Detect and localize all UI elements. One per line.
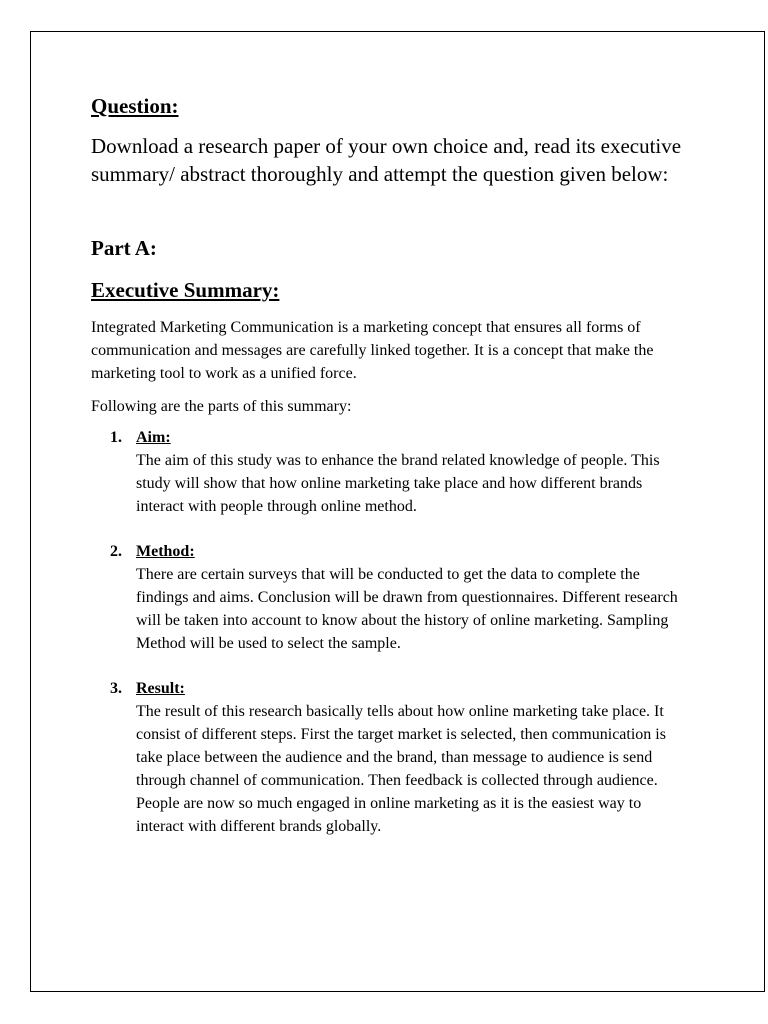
list-item-number: 1.	[110, 429, 122, 446]
list-item-title: Aim:	[136, 429, 171, 446]
question-text: Download a research paper of your own choice and, read its executive summary/ abstract thoroughly and attempt the question given below:	[91, 134, 682, 186]
part-a-heading: Part A:	[91, 236, 157, 260]
list-item-body: The result of this research basically tells about how online marketing take place. It consist of different steps. First the target market is selected, then communication is take place between the audience and the brand, than message to audience is send through channel of communication. Then feedback is collected through audience. People are now so much engaged in online marketing as it is the easiest way to interact with different brands globally.	[136, 703, 666, 835]
list-item-body: The aim of this study was to enhance the brand related knowledge of people. This study will show that how online marketing take place and how different brands interact with people through online method.	[136, 452, 660, 515]
list-item-title: Method:	[136, 543, 195, 560]
document-content	[91, 92, 691, 838]
list-item-aim	[91, 426, 691, 518]
summary-intro-paragraph: Integrated Marketing Communication is a marketing concept that ensures all forms of communication and messages are carefully linked together. It is a concept that make the marketing tool to work as a unified force.	[91, 319, 654, 382]
list-item-number: 3.	[110, 680, 122, 697]
list-item-result	[91, 677, 691, 838]
executive-summary-heading: Executive Summary:	[91, 278, 280, 302]
question-heading: Question:	[91, 94, 179, 118]
list-item-number: 2.	[110, 543, 122, 560]
list-item-method	[91, 540, 691, 655]
summary-parts-list	[91, 426, 691, 838]
list-item-title: Result:	[136, 680, 185, 697]
list-item-body: There are certain surveys that will be conducted to get the data to complete the findings and aims. Conclusion will be drawn from questionnaires. Different research will be taken into account to know about the history of online marketing. Sampling Method will be used to select the sample.	[136, 566, 678, 652]
summary-following-line: Following are the parts of this summary:	[91, 398, 352, 415]
